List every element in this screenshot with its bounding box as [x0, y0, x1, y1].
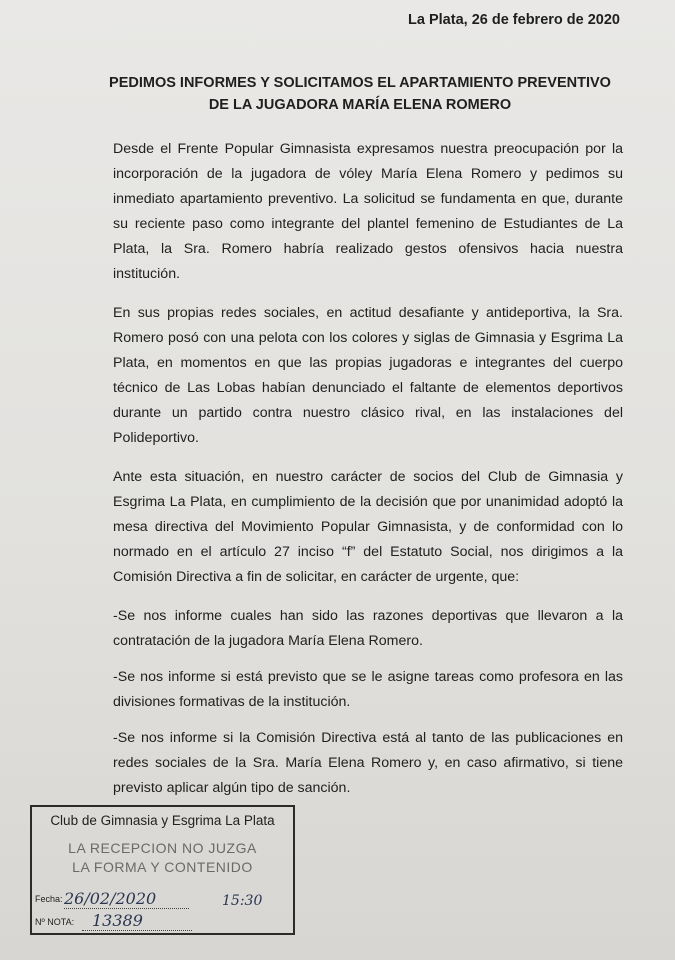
document-body: [113, 137, 623, 812]
reception-stamp: [30, 805, 295, 935]
stamp-nota-label: Nº NOTA:: [35, 917, 75, 927]
stamp-reception-text: [32, 839, 293, 877]
stamp-fecha-line: [64, 908, 189, 909]
stamp-fecha-label: Fecha:: [35, 894, 63, 904]
stamp-fecha-value: 26/02/2020: [64, 889, 157, 908]
stamp-nota-line: [82, 930, 192, 931]
paragraph: Desde el Frente Popular Gimnasista expresamos nuestra preocupación por la incorporación de la jugadora de vóley María Elena Romero y pedimos su inmediato apartamiento preventivo. La solicitud se fundamenta en que, durante su reciente paso como integrante del plantel femenino de Estudiantes de La Plata, la Sra. Romero habría realizado gestos ofensivos hacia nuestra institución.: [113, 141, 623, 282]
document-date: La Plata, 26 de febrero de 2020: [408, 12, 620, 28]
stamp-hora-value: 15:30: [222, 893, 263, 909]
paragraph: Ante esta situación, en nuestro carácter de socios del Club de Gimnasia y Esgrima La Plata, en cumplimiento de la decisión que por unanimidad adoptó la mesa directiva del Movimiento Popular Gimnasista, y de conformidad con lo normado en el artículo 27 inciso “f” del Estatuto Social, nos dirigimos a la Comisión Directiva a fin de solicitar, en carácter de urgente, que:: [113, 469, 623, 585]
stamp-reception-line-2: LA FORMA Y CONTENIDO: [72, 859, 253, 875]
title-line-1: PEDIMOS INFORMES Y SOLICITAMOS EL APARTAMIENTO PREVENTIVO: [109, 75, 611, 91]
document-title: [60, 72, 660, 116]
paragraph: En sus propias redes sociales, en actitud desafiante y antideportiva, la Sra. Romero posó con una pelota con los colores y siglas de Gimnasia y Esgrima La Plata, en momentos en que las propias jugadoras e integrantes del cuerpo técnico de Las Lobas habían denunciado el faltante de elementos deportivos durante un partido contra nuestro clásico rival, en las instalaciones del Polideportivo.: [113, 305, 623, 446]
request-item: -Se nos informe cuales han sido las razones deportivas que llevaron a la contratación de la jugadora María Elena Romero.: [113, 608, 623, 649]
request-item: -Se nos informe si la Comisión Directiva está al tanto de las publicaciones en redes sociales de la Sra. María Elena Romero y, en caso afirmativo, si tiene previsto aplicar algún tipo de sanción.: [113, 730, 623, 796]
stamp-club-name: Club de Gimnasia y Esgrima La Plata: [50, 813, 275, 828]
title-line-2: DE LA JUGADORA MARÍA ELENA ROMERO: [208, 97, 512, 113]
stamp-reception-line-1: LA RECEPCION NO JUZGA: [68, 840, 257, 856]
request-item: -Se nos informe si está previsto que se le asigne tareas como profesora en las divisiones formativas de la institución.: [113, 669, 623, 710]
stamp-nota-value: 13389: [92, 911, 143, 930]
